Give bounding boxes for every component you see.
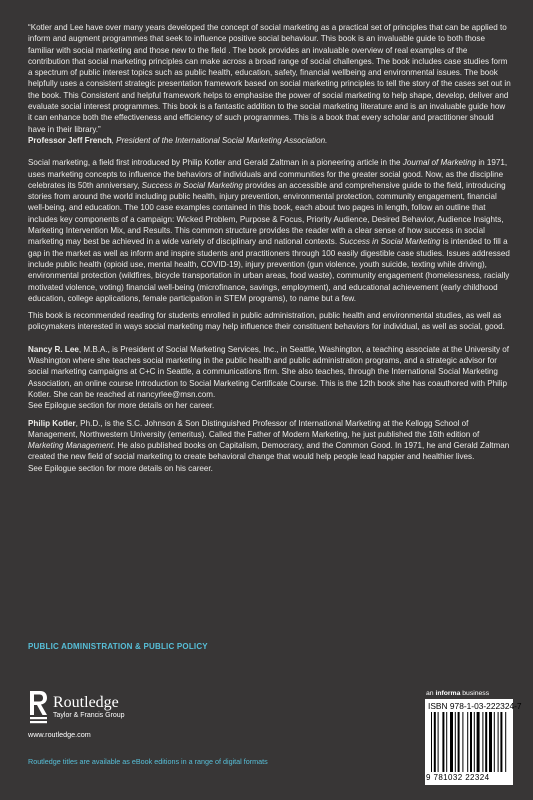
quote-author-name: Professor Jeff French	[28, 135, 112, 145]
barcode-bar	[467, 712, 468, 772]
barcode-bar	[458, 712, 460, 772]
book-title: Success in Social Marketing	[141, 180, 243, 190]
quote-author-title: , President of the International Social Marketing Association.	[111, 135, 328, 145]
series-label: PUBLIC ADMINISTRATION & PUBLIC POLICY	[28, 642, 208, 651]
barcode-bar	[438, 712, 439, 772]
barcode-bar	[477, 712, 480, 772]
recommendation: This book is recommended reading for students enrolled in public administration, public health and environmental studies, as well as policymakers interested in ways social marketing may help influence their constituent behaviors for individual, as well as social, good.	[28, 311, 505, 332]
author-name: Nancy R. Lee	[28, 344, 79, 354]
barcode-icon	[431, 712, 507, 772]
publisher-logo	[28, 690, 125, 724]
journal-title: Journal of Marketing	[402, 158, 477, 168]
author-name: Philip Kotler	[28, 418, 76, 428]
routledge-r-icon	[28, 690, 48, 724]
barcode-bar	[482, 712, 483, 772]
quote-text: “Kotler and Lee have over many years developed the concept of social marketing as a practical set of principles that can be applied to inform and augment programmes that seek to influence positive social behaviour. This book is an invaluable guide to both those familiar with social marketing and those new to the field . The book provides an invaluable overview of real examples of the contribution that social marketing principles can make across a broad range of social challenges. The book includes case studies form a spectrum of public interest topics such as public health, education, safety, financial wellbeing and environmental issues. The book helpfully uses a consistent strategic presentation framework based on social marketing principles to tell the story of the cases set out in the book. This Consistent and helpful framework helps to emphasise the power of social marketing to help shape, develop, deliver and evaluate social interest programmes. This book is a fantastic addition to the social marketing literature and is an invaluable guide how it can enhance both the effectiveness and efficiency of such programmes. This is a book that every scholar and practitioner should have in their library.”	[28, 23, 511, 134]
isbn-label: ISBN 978-1-03-222324-7	[428, 701, 522, 711]
author-bio-text: . He also published books on Capitalism, Democracy, and the Common Good. In 1971, he and Gerald Zaltman created the new field of social marketing to create behavioral change that would help people lead happier and healthier lives.	[28, 441, 510, 462]
barcode-bar	[462, 712, 463, 772]
barcode-bar	[455, 712, 456, 772]
informa-business-label	[426, 690, 489, 697]
author-bio-kotler	[28, 418, 511, 474]
publisher-name: Routledge	[53, 693, 119, 711]
description-text: Social marketing, a field first introduced by Philip Kotler and Gerald Zaltman in a pioneering article in the	[28, 158, 403, 168]
barcode-bar	[489, 712, 492, 772]
barcode-bar	[494, 712, 495, 772]
book-description	[28, 157, 511, 304]
isbn-barcode-panel	[425, 699, 522, 785]
barcode-bar	[442, 712, 444, 772]
business-prefix: an	[426, 690, 436, 697]
barcode-digits: 9 781032 22324	[426, 773, 490, 782]
description-text: in 1971, uses marketing concepts to influence the behaviors of individuals and communities for the greater social good. Now, as the discipline celebrates its 50th anniversary,	[28, 158, 508, 190]
informa-brand: informa	[435, 690, 461, 697]
barcode-bar	[431, 712, 432, 772]
barcode-bar	[485, 712, 487, 772]
author-bio-text: , Ph.D., is the S.C. Johnson & Son Distinguished Professor of International Marketing at the Kellogg School of Management, Northwestern University (emeritus). Called the Father of Modern Marketing, he just published the 16th edition of	[28, 418, 480, 439]
barcode-bar	[500, 712, 502, 772]
endorsement-quote	[28, 22, 511, 146]
barcode-bar	[450, 712, 453, 772]
description-text: provides an accessible and comprehensive guide to the field, introducing stories from around the world including public health, injury prevention, environmental protection, community engagement, financial well-being, and education. The 100 case examples contained in this book, each about two pages in length, follow an outline that includes key components of a campaign: Wicked Problem, Purpose & Focus, Priority Audience, Desired Behavior, Audience Insights, Marketing Intervention Mix, and Results. This common structure provides the reader with a clear sense of how success in social marketing may best be achieved in a wide variety of disciplinary and national contexts.	[28, 180, 506, 247]
back-cover-text	[28, 22, 511, 474]
author-epilogue-note: See Epilogue section for more details on his career.	[28, 463, 213, 473]
description-text: is intended to fill a gap in the market as well as inform and inspire students and practitioners through 100 easily digestible case studies. Issues addressed include public health (opioid use, mental health, COVID-19), injury prevention (gun violence, youth suicide, texting while driving), environmental protection (wildfires, bicycle transportation in urban areas, food waste), community engagement (homelessness, racially motivated violence, voting) financial well-being (microfinance, savings, employment), and educational achievement (early childhood education, college applications, female participation in STEM programs), to name but a few.	[28, 237, 510, 303]
book-title: Success in Social Marketing	[339, 237, 441, 247]
barcode-bar	[505, 712, 506, 772]
barcode-bar	[434, 712, 436, 772]
barcode-bar	[498, 712, 499, 772]
publisher-group: Taylor & Francis Group	[53, 711, 125, 719]
publisher-url[interactable]: www.routledge.com	[28, 730, 91, 739]
author-epilogue-note: See Epilogue section for more details on her career.	[28, 401, 215, 411]
author-bio-lee	[28, 344, 511, 412]
ebook-note: Routledge titles are available as eBook editions in a range of digital formats	[28, 757, 268, 766]
author-bio-text: , M.B.A., is President of Social Marketing Services, Inc., in Seattle, Washington, a teaching associate at the University of Washington where she teaches social marketing in the public health and public administration programs, and a strategic advisor for social marketing campaigns at C+C in Seattle, a communications firm. She also teaches, through the International Social Marketing Association, an online course Introduction to Social Marketing Certificate Course. This is the 12th book she has coauthored with Philip Kotler. She can be reached at nancyrlee@msn.com.	[28, 344, 510, 399]
business-suffix: business	[460, 690, 490, 697]
book-title: Marketing Management	[28, 441, 114, 451]
barcode-bar	[446, 712, 447, 772]
barcode-bar	[474, 712, 475, 772]
barcode-bar	[470, 712, 472, 772]
